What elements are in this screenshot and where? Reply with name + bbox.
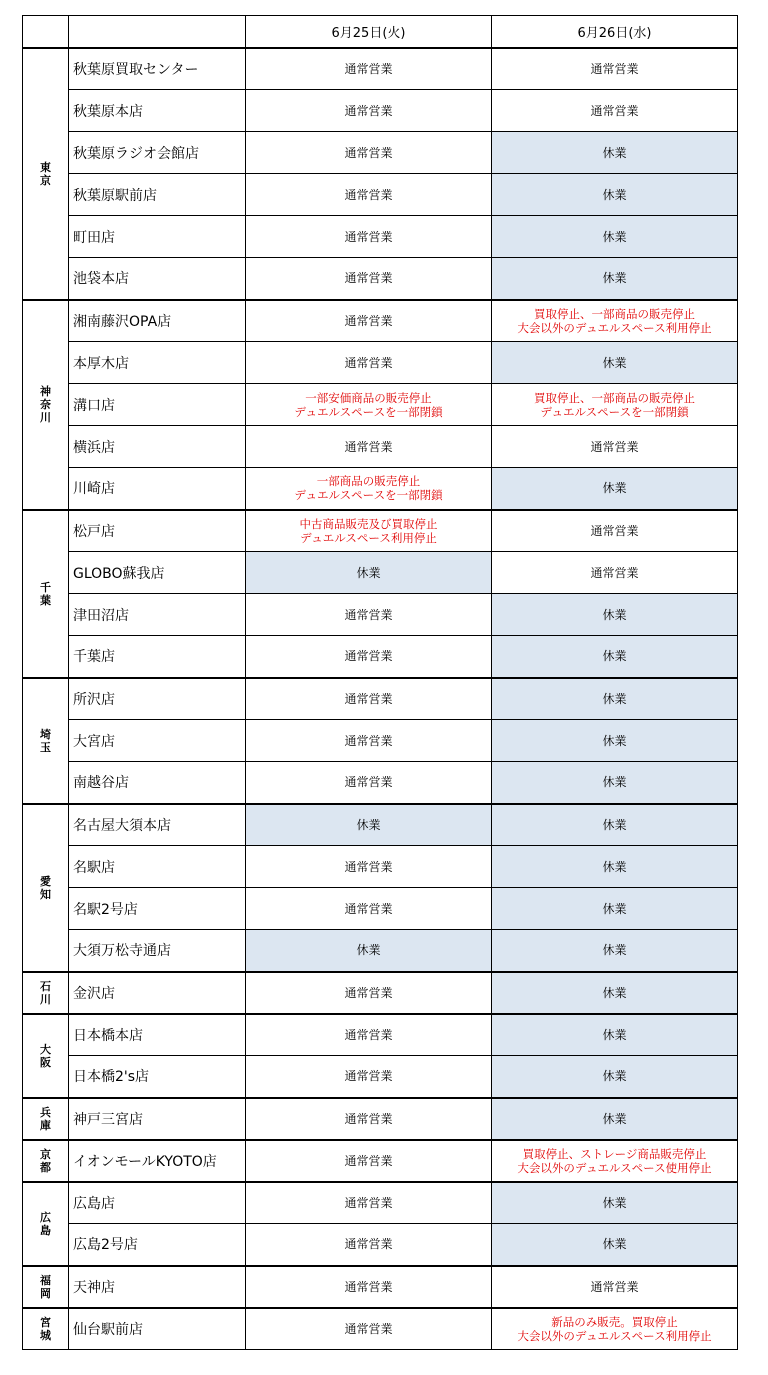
status-cell-date2: 休業 xyxy=(492,1098,738,1140)
status-cell-date2: 通常営業 xyxy=(492,510,738,552)
table-row xyxy=(23,48,738,90)
store-name-cell: 南越谷店 xyxy=(69,762,246,804)
status-cell-date2: 休業 xyxy=(492,342,738,384)
status-cell-date1: 通常営業 xyxy=(246,48,492,90)
store-status-table xyxy=(22,15,738,1350)
store-name-cell: 広島2号店 xyxy=(69,1224,246,1266)
store-name-cell: 川崎店 xyxy=(69,468,246,510)
status-cell-date2: 休業 xyxy=(492,468,738,510)
status-cell-date2: 休業 xyxy=(492,1224,738,1266)
status-cell-date2: 買取停止、一部商品の販売停止 デュエルスペースを一部閉鎖 xyxy=(492,384,738,426)
table-row xyxy=(23,762,738,804)
store-name-cell: 秋葉原ラジオ会館店 xyxy=(69,132,246,174)
store-name-cell: 秋葉原駅前店 xyxy=(69,174,246,216)
status-cell-date2: 休業 xyxy=(492,720,738,762)
status-cell-date2: 休業 xyxy=(492,804,738,846)
status-cell-date2: 買取停止、ストレージ商品販売停止 大会以外のデュエルスペース使用停止 xyxy=(492,1140,738,1182)
status-cell-date1: 休業 xyxy=(246,804,492,846)
table-row xyxy=(23,426,738,468)
status-cell-date1: 通常営業 xyxy=(246,1098,492,1140)
table-row xyxy=(23,720,738,762)
status-cell-date2: 新品のみ販売。買取停止 大会以外のデュエルスペース利用停止 xyxy=(492,1308,738,1350)
store-name-cell: 大須万松寺通店 xyxy=(69,930,246,972)
status-cell-date2: 休業 xyxy=(492,636,738,678)
table-row xyxy=(23,804,738,846)
region-cell: 石 川 xyxy=(23,972,69,1014)
store-name-cell: 本厚木店 xyxy=(69,342,246,384)
store-name-cell: 池袋本店 xyxy=(69,258,246,300)
table-row xyxy=(23,888,738,930)
header-row xyxy=(23,16,738,48)
table-row xyxy=(23,846,738,888)
table-row xyxy=(23,384,738,426)
status-cell-date2: 通常営業 xyxy=(492,48,738,90)
status-cell-date1: 休業 xyxy=(246,930,492,972)
store-name-cell: 湘南藤沢OPA店 xyxy=(69,300,246,342)
table-row xyxy=(23,594,738,636)
store-name-cell: 日本橋2's店 xyxy=(69,1056,246,1098)
status-cell-date1: 通常営業 xyxy=(246,1056,492,1098)
status-cell-date1: 通常営業 xyxy=(246,1224,492,1266)
region-cell: 宮 城 xyxy=(23,1308,69,1350)
table-row xyxy=(23,930,738,972)
status-cell-date1: 通常営業 xyxy=(246,426,492,468)
status-cell-date1: 通常営業 xyxy=(246,1308,492,1350)
region-cell: 福 岡 xyxy=(23,1266,69,1308)
status-cell-date2: 休業 xyxy=(492,132,738,174)
status-cell-date2: 休業 xyxy=(492,972,738,1014)
table-body xyxy=(23,48,738,1350)
table-row xyxy=(23,1224,738,1266)
status-cell-date1: 通常営業 xyxy=(246,1140,492,1182)
table-row xyxy=(23,1014,738,1056)
status-cell-date1: 通常営業 xyxy=(246,846,492,888)
store-name-cell: 溝口店 xyxy=(69,384,246,426)
status-cell-date2: 休業 xyxy=(492,762,738,804)
store-name-cell: 大宮店 xyxy=(69,720,246,762)
store-name-cell: 名古屋大須本店 xyxy=(69,804,246,846)
status-cell-date1: 通常営業 xyxy=(246,678,492,720)
region-cell: 東 京 xyxy=(23,48,69,300)
status-cell-date1: 通常営業 xyxy=(246,216,492,258)
region-cell: 大 阪 xyxy=(23,1014,69,1098)
table-row xyxy=(23,636,738,678)
table-row xyxy=(23,678,738,720)
status-cell-date1: 通常営業 xyxy=(246,300,492,342)
region-cell: 神 奈 川 xyxy=(23,300,69,510)
table-row xyxy=(23,552,738,594)
store-name-cell: 千葉店 xyxy=(69,636,246,678)
store-name-cell: 名駅店 xyxy=(69,846,246,888)
table-row xyxy=(23,972,738,1014)
region-cell: 兵 庫 xyxy=(23,1098,69,1140)
table-row xyxy=(23,510,738,552)
status-cell-date1: 一部商品の販売停止 デュエルスペースを一部閉鎖 xyxy=(246,468,492,510)
store-name-cell: 秋葉原買取センター xyxy=(69,48,246,90)
status-cell-date2: 休業 xyxy=(492,888,738,930)
header-store xyxy=(69,16,246,48)
status-cell-date1: 通常営業 xyxy=(246,888,492,930)
table-row xyxy=(23,468,738,510)
table-row xyxy=(23,1308,738,1350)
store-name-cell: 神戸三宮店 xyxy=(69,1098,246,1140)
status-cell-date1: 通常営業 xyxy=(246,720,492,762)
region-cell: 千 葉 xyxy=(23,510,69,678)
status-cell-date2: 休業 xyxy=(492,930,738,972)
table-row xyxy=(23,1266,738,1308)
status-cell-date1: 中古商品販売及び買取停止 デュエルスペース利用停止 xyxy=(246,510,492,552)
status-cell-date2: 休業 xyxy=(492,846,738,888)
status-cell-date1: 通常営業 xyxy=(246,258,492,300)
table-row xyxy=(23,132,738,174)
table-row xyxy=(23,216,738,258)
header-date2: 6月26日(水) xyxy=(492,16,738,48)
status-cell-date2: 休業 xyxy=(492,594,738,636)
status-cell-date2: 休業 xyxy=(492,174,738,216)
status-cell-date2: 休業 xyxy=(492,1182,738,1224)
region-cell: 京 都 xyxy=(23,1140,69,1182)
table-row xyxy=(23,342,738,384)
status-cell-date1: 通常営業 xyxy=(246,90,492,132)
store-name-cell: 横浜店 xyxy=(69,426,246,468)
table-row xyxy=(23,90,738,132)
table-row xyxy=(23,1056,738,1098)
region-cell: 埼 玉 xyxy=(23,678,69,804)
status-cell-date1: 一部安価商品の販売停止 デュエルスペースを一部閉鎖 xyxy=(246,384,492,426)
store-name-cell: 津田沼店 xyxy=(69,594,246,636)
status-cell-date2: 通常営業 xyxy=(492,426,738,468)
table-row xyxy=(23,1182,738,1224)
store-name-cell: 仙台駅前店 xyxy=(69,1308,246,1350)
status-cell-date1: 通常営業 xyxy=(246,636,492,678)
header-region xyxy=(23,16,69,48)
status-cell-date1: 通常営業 xyxy=(246,1266,492,1308)
table-row xyxy=(23,174,738,216)
header-date1: 6月25日(火) xyxy=(246,16,492,48)
store-name-cell: 広島店 xyxy=(69,1182,246,1224)
status-cell-date2: 買取停止、一部商品の販売停止 大会以外のデュエルスペース利用停止 xyxy=(492,300,738,342)
status-cell-date2: 休業 xyxy=(492,1014,738,1056)
table-row xyxy=(23,300,738,342)
table-row xyxy=(23,1098,738,1140)
store-name-cell: 秋葉原本店 xyxy=(69,90,246,132)
store-name-cell: 天神店 xyxy=(69,1266,246,1308)
store-name-cell: 松戸店 xyxy=(69,510,246,552)
store-name-cell: 所沢店 xyxy=(69,678,246,720)
status-cell-date2: 休業 xyxy=(492,1056,738,1098)
status-cell-date2: 通常営業 xyxy=(492,1266,738,1308)
store-name-cell: 日本橋本店 xyxy=(69,1014,246,1056)
region-cell: 広 島 xyxy=(23,1182,69,1266)
status-cell-date1: 通常営業 xyxy=(246,132,492,174)
status-cell-date2: 休業 xyxy=(492,216,738,258)
store-name-cell: 町田店 xyxy=(69,216,246,258)
status-cell-date2: 通常営業 xyxy=(492,90,738,132)
store-name-cell: GLOBO蘇我店 xyxy=(69,552,246,594)
status-cell-date1: 通常営業 xyxy=(246,762,492,804)
store-name-cell: 金沢店 xyxy=(69,972,246,1014)
status-cell-date2: 通常営業 xyxy=(492,552,738,594)
region-cell: 愛 知 xyxy=(23,804,69,972)
status-cell-date1: 通常営業 xyxy=(246,594,492,636)
status-cell-date1: 通常営業 xyxy=(246,342,492,384)
status-cell-date2: 休業 xyxy=(492,258,738,300)
status-cell-date1: 通常営業 xyxy=(246,174,492,216)
status-cell-date1: 通常営業 xyxy=(246,1182,492,1224)
table-row xyxy=(23,258,738,300)
status-cell-date1: 休業 xyxy=(246,552,492,594)
status-cell-date1: 通常営業 xyxy=(246,1014,492,1056)
status-cell-date2: 休業 xyxy=(492,678,738,720)
table-row xyxy=(23,1140,738,1182)
status-cell-date1: 通常営業 xyxy=(246,972,492,1014)
store-name-cell: 名駅2号店 xyxy=(69,888,246,930)
store-name-cell: イオンモールKYOTO店 xyxy=(69,1140,246,1182)
